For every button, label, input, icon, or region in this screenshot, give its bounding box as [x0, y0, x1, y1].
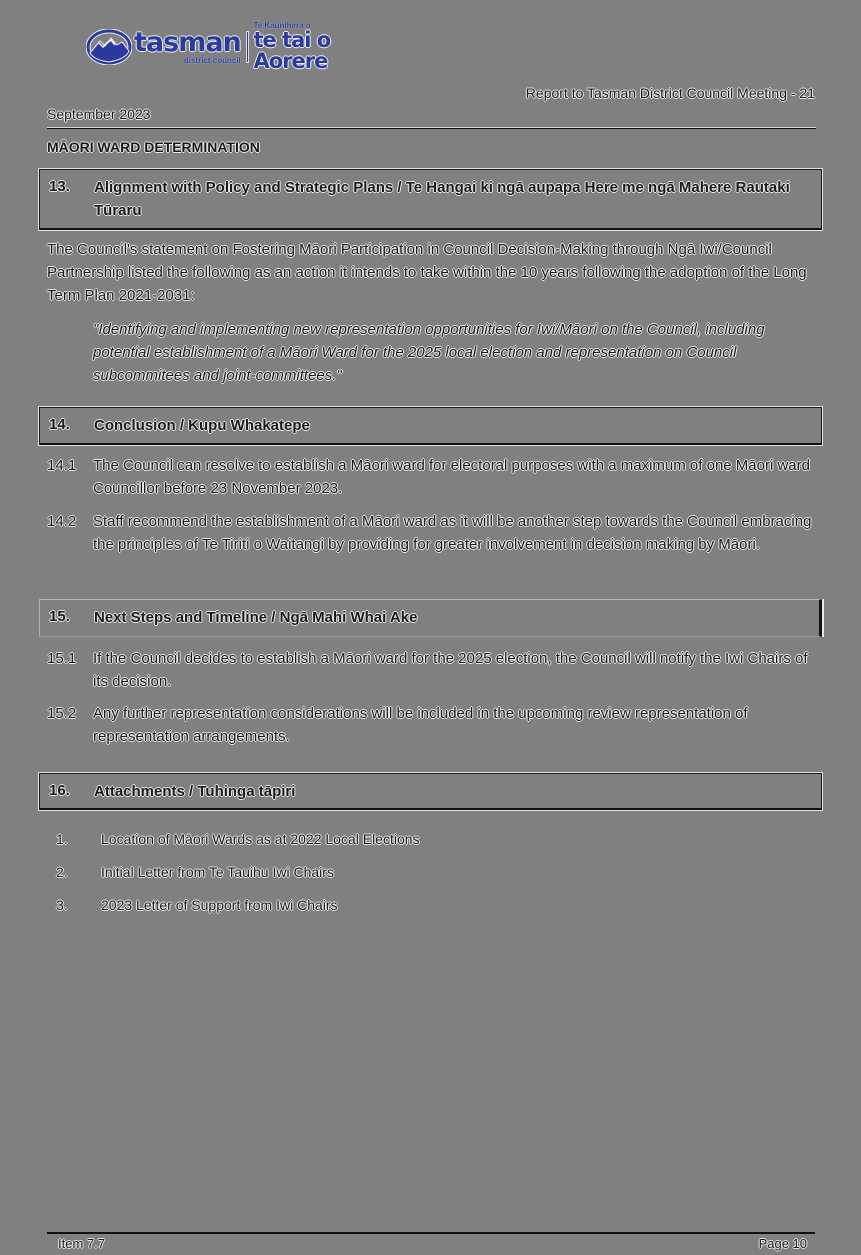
- attachment-number: 2.: [56, 864, 68, 880]
- document-title: MĀORI WARD DETERMINATION: [47, 139, 260, 155]
- item-text: If the Council decides to establish a Māori ward for the 2025 election, the Council will notify the Iwi Chairs of its decision.: [93, 650, 808, 690]
- section-title: Attachments / Tuhinga tāpiri: [94, 783, 296, 800]
- footer-divider: [47, 1232, 815, 1234]
- section-number: 14.: [49, 416, 70, 433]
- list-item-15-1: [47, 647, 817, 693]
- section-heading-16: [39, 773, 822, 810]
- section-13-quote: "Identifying and implementing new representation opportunities for Iwi/Māori on the Council, including potential establishment of a Māori Ward for the 2025 local election and representation on Council subcommitees and joint-committees.": [93, 321, 765, 384]
- section-title: Next Steps and Timeline / Ngā Mahi Whai Ake: [94, 609, 418, 626]
- item-number: 15.2: [47, 705, 77, 722]
- attachment-number: 3.: [56, 897, 68, 913]
- item-text: Any further representation considerations will be included in the upcoming review representation of representation arrangements.: [93, 705, 748, 745]
- section-number: 15.: [49, 608, 70, 625]
- attachment-number: 1.: [56, 831, 68, 847]
- item-text: Staff recommend the establishment of a Māori ward as it will be another step towards the Council embracing the principles of Te Tiriti o Waitangi by providing for greater involvement in decision making by Māori.: [93, 513, 812, 553]
- footer-page-number: Page 10: [758, 1236, 807, 1251]
- section-13-paragraph: The Council's statement on Fostering Māori Participation in Council Decision-Making through Ngā Iwi/Council Partnership listed the following as an action it intends to take within the 10 years following the adoption of the Long Term Plan 2021-2031:: [47, 241, 807, 304]
- section-title: Conclusion / Kupu Whakatepe: [94, 417, 310, 434]
- logo-subbrand-text: district council: [183, 56, 241, 65]
- logo-brand-text: tasman: [134, 27, 241, 58]
- item-number: 14.2: [47, 513, 77, 530]
- section-heading-13: [39, 169, 822, 230]
- section-heading-15: [39, 599, 822, 637]
- section-number: 16.: [49, 782, 70, 799]
- section-heading-14: [39, 407, 822, 445]
- logo-maori-large-text: te tai o Aorere: [253, 28, 331, 73]
- attachment-title: Location of Māori Wards as at 2022 Local Elections: [101, 831, 420, 847]
- attachment-title: Initial Letter from Te Tauihu Iwi Chairs: [101, 864, 334, 880]
- section-title: Alignment with Policy and Strategic Plans / Te Hangai ki ngā aupapa Here me ngā Mahere Rautaki Tūraru: [94, 179, 790, 219]
- report-heading: Report to Tasman District Council Meeting - 21: [525, 85, 815, 101]
- list-item-14-1: [47, 454, 817, 500]
- logo-divider: [247, 32, 249, 62]
- attachment-title: 2023 Letter of Support from Iwi Chairs: [101, 897, 338, 913]
- section-number: 13.: [49, 178, 70, 195]
- list-item-15-2: [47, 702, 817, 748]
- list-item-14-2: [47, 510, 817, 579]
- logo-maori-small-text: Te Kaunihera o: [253, 21, 311, 30]
- footer-item-label: Item 7.7: [58, 1236, 105, 1251]
- item-number: 14.1: [47, 457, 77, 474]
- report-date: September 2023: [47, 106, 151, 122]
- mountain-logo-icon: [86, 29, 132, 65]
- header-divider: [47, 127, 816, 129]
- item-number: 15.1: [47, 650, 77, 667]
- council-logo: [86, 21, 386, 73]
- item-text: The Council can resolve to establish a Māori ward for electoral purposes with a maximum of one Māori ward Councillor before 23 November 2023.: [93, 457, 810, 497]
